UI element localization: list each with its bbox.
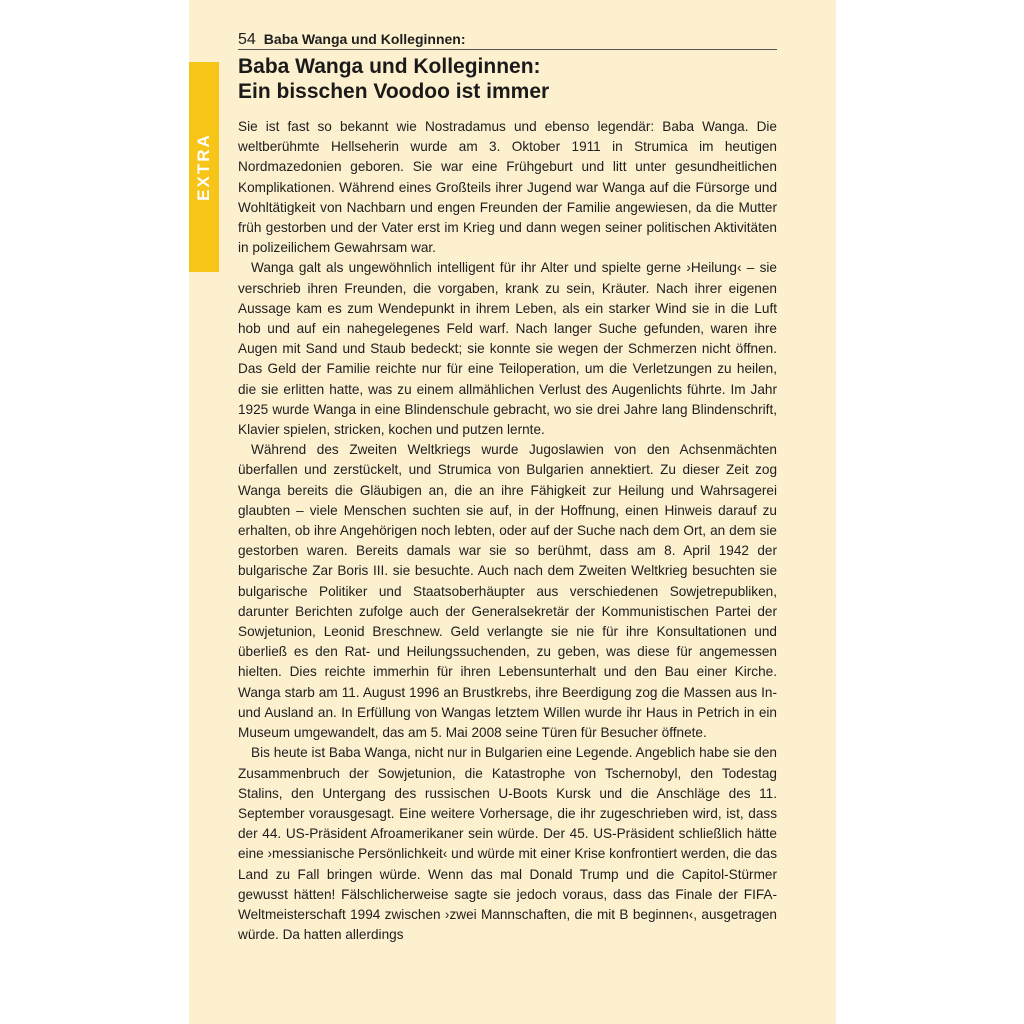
article-title-line-2: Ein bisschen Voodoo ist immer	[238, 80, 550, 103]
extra-tab-label: EXTRA	[194, 133, 213, 201]
running-header	[238, 29, 777, 50]
paragraph-3: Während des Zweiten Weltkriegs wurde Jugoslawien von den Achsenmächten überfallen und zerstückelt, und Strumica von Bulgarien annektiert. Zu dieser Zeit zog Wanga bereits die Gläubigen an, die an ihre Fähigkeit zur Heilung und Wahrsagerei glaubten – viele Menschen suchten sie auf, in der Hoffnung, einen Hinweis darauf zu erhalten, ob ihre Angehörigen noch lebten, oder auf der Suche nach dem Ort, an dem sie gestorben waren. Bereits damals war sie so berühmt, dass am 8. April 1942 der bulgarische Zar Boris III. sie besuchte. Auch nach dem Zweiten Weltkrieg besuchten sie bulgarische Politiker und Staatsoberhäupter aus verschiedenen Sowjetrepubliken, darunter Berichten zufolge auch der Generalsekretär der Kommunistischen Partei der Sowjetunion, Leonid Breschnew. Geld verlangte sie nie für ihre Konsultationen und überließ es den Rat- und Heilungssuchenden, zu geben, was diese für angemessen hielten. Dies reichte immerhin für ihren Lebensunterhalt und den Bau einer Kirche. Wanga starb am 11. August 1996 an Brustkrebs, ihre Beerdigung zog die Massen aus In- und Ausland an. In Erfüllung von Wangas letztem Willen wurde ihr Haus in Petrich in ein Museum umgewandelt, das am 5. Mai 2008 seine Türen für Besucher öffnete.	[238, 442, 777, 741]
paragraph-1: Sie ist fast so bekannt wie Nostradamus und ebenso legendär: Baba Wanga. Die weltberühmte Hellseherin wurde am 3. Oktober 1911 in Strumica im heutigen Nordmazedonien geboren. Sie war eine Frühgeburt und litt unter gesundheitlichen Komplikationen. Während eines Großteils ihrer Jugend war Wanga auf die Fürsorge und Wohltätigkeit von Nachbarn und engen Freunden der Familie angewiesen, da die Mutter früh gestorben und der Vater erst im Krieg und dann wegen seiner politischen Aktivitäten in polizeilichem Gewahrsam war.	[238, 119, 777, 256]
paragraph-2: Wanga galt als ungewöhnlich intelligent für ihr Alter und spielte gerne ›Heilung‹ – sie verschrieb ihren Freunden, die vorgaben, krank zu sein, Kräuter. Nach ihrer eigenen Aussage kam es zum Wendepunkt in ihrem Leben, als ein starker Wind sie in die Luft hob und auf ein nahegelegenes Feld warf. Nach langer Suche gefunden, waren ihre Augen mit Sand und Staub bedeckt; sie konnte sie wegen der Schmerzen nicht öffnen. Das Geld der Familie reichte nur für eine Teiloperation, um die Verletzungen zu heilen, die sie erlitten hatte, was zu einem allmählichen Verlust des Augenlichts führte. Im Jahr 1925 wurde Wanga in eine Blindenschule gebracht, wo sie drei Jahre lang Blindenschrift, Klavier spielen, stricken, kochen und putzen lernte.	[238, 260, 777, 438]
extra-side-tab	[189, 62, 219, 272]
book-page	[189, 0, 836, 1024]
article-title	[238, 54, 783, 104]
article-body	[238, 117, 777, 945]
running-title: Baba Wanga und Kolleginnen:	[263, 31, 466, 47]
article-title-line-1: Baba Wanga und Kolleginnen:	[238, 55, 541, 78]
page-number: 54	[238, 31, 256, 48]
paragraph-4: Bis heute ist Baba Wanga, nicht nur in Bulgarien eine Legende. Angeblich habe sie den Zusammenbruch der Sowjetunion, die Katastrophe von Tschernobyl, den Todestag Stalins, den Untergang des russischen U-Boots Kursk und die Anschläge des 11. September vorausgesagt. Eine weitere Vorhersage, die ihr zugeschrieben wird, ist, dass der 44. US-Präsident Afroamerikaner sein würde. Der 45. US-Präsident schließlich hätte eine ›messianische Persönlichkeit‹ und würde mit einer Krise konfrontiert werden, die das Land zu Fall bringen würde. Wenn das mal Donald Trump und die Capitol-Stürmer gewusst hätten! Fälschlicherweise sagte sie jedoch voraus, dass das Finale der FIFA-Weltmeisterschaft 1994 zwischen ›zwei Mannschaften, die mit B beginnen‹, ausgetragen würde. Da hatten allerdings	[238, 745, 777, 943]
